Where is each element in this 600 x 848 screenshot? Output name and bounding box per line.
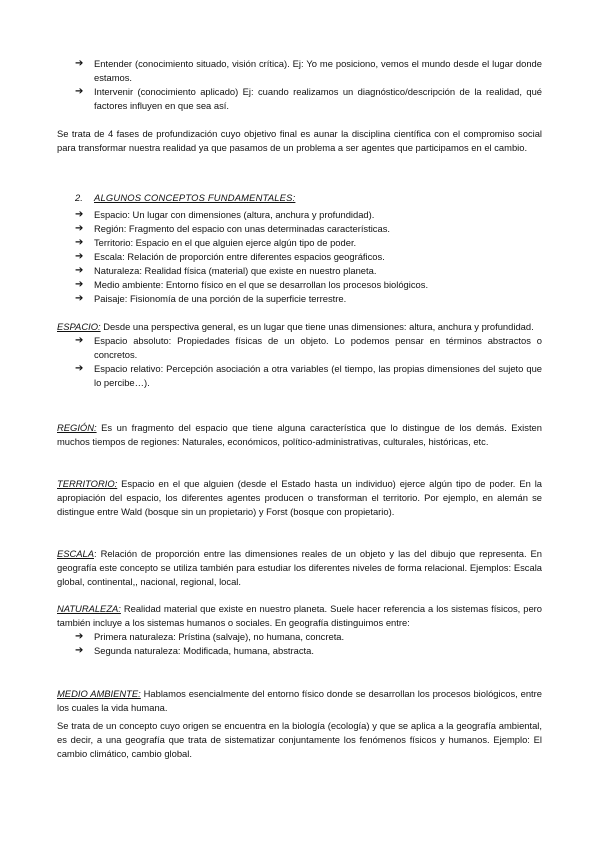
list-item: ➔ Escala: Relación de proporción entre diferentes espacios geográficos. xyxy=(75,251,385,262)
list-item: ➔ Espacio relativo: Percepción asociación a otra variables (el tiempo, las propias dimensiones del sujeto que lo percibe…). xyxy=(75,363,542,388)
espacio-paragraph: ESPACIO: Desde una perspectiva general, es un lugar que tiene unas dimensiones: altura, anchura y profundidad. xyxy=(57,321,534,332)
arrow-icon: ➔ xyxy=(75,223,84,234)
intro-paragraph-block xyxy=(57,127,542,155)
arrow-icon: ➔ xyxy=(75,279,84,290)
medio-ambiente-paragraph-2: Se trata de un concepto cuyo origen se encuentra en la biología (ecología) y que se aplica a la geografía ambiental, es decir, a una geografía que trata de sistematizar conjuntamente los fenómenos físicos y humanos. Ejemplo: El cambio climático, cambio global. xyxy=(57,720,542,759)
region-section xyxy=(57,421,542,449)
espacio-list xyxy=(57,334,542,390)
region-term: REGIÓN: xyxy=(57,422,97,433)
region-paragraph: REGIÓN: Es un fragmento del espacio que tiene alguna característica que lo distingue de los demás. Existen muchos tiempos de regiones: Naturales, económicos, político-administrativas, culturales, históricas, etc. xyxy=(57,422,542,447)
list-item: ➔ Territorio: Espacio en el que alguien ejerce algún tipo de poder. xyxy=(75,237,357,248)
list-item: ➔ Entender (conocimiento situado, visión crítica). Ej: Yo me posiciono, vemos el mundo desde el lugar donde estamos. xyxy=(75,58,542,83)
medio-ambiente-section xyxy=(57,687,542,761)
naturaleza-paragraph: NATURALEZA: Realidad material que existe en nuestro planeta. Suele hacer referencia a los sistemas físicos, pero también incluye a los sistemas humanos o sociales. En geografía distinguimos entre: xyxy=(57,603,542,628)
escala-paragraph: ESCALA: Relación de proporción entre las dimensiones reales de un objeto y las del dibujo que representa. En geografía este concepto se utiliza también para estudiar los diferentes niveles de forma relacional. Ejemplos: Escala global, continental,, nacional, regional, local. xyxy=(57,548,542,587)
espacio-term: ESPACIO: xyxy=(57,321,101,332)
arrow-icon: ➔ xyxy=(75,631,84,642)
arrow-icon: ➔ xyxy=(75,58,84,69)
arrow-icon: ➔ xyxy=(75,209,84,220)
arrow-icon: ➔ xyxy=(75,86,84,97)
espacio-section xyxy=(57,320,542,390)
arrow-icon: ➔ xyxy=(75,251,84,262)
concepts-list xyxy=(57,208,542,306)
naturaleza-term: NATURALEZA: xyxy=(57,603,121,614)
intro-list-block xyxy=(57,57,542,113)
naturaleza-section xyxy=(57,602,542,658)
escala-term: ESCALA xyxy=(57,548,94,559)
list-item: ➔ Segunda naturaleza: Modificada, humana, abstracta. xyxy=(75,645,314,656)
section-number: 2. xyxy=(75,192,83,203)
concepts-list-block xyxy=(57,208,542,306)
escala-section xyxy=(57,547,542,589)
arrow-icon: ➔ xyxy=(75,363,84,374)
territorio-paragraph: TERRITORIO: Espacio en el que alguien (desde el Estado hasta un individuo) ejerce algún tipo de poder. En la apropiación del espacio, los diferentes agentes producen o transforman el territorio. Por ejemplo, en alemán se distingue entre Wald (bosque sin un propietario) y Forst (bosque con propietario). xyxy=(57,478,542,517)
section-heading xyxy=(57,191,542,205)
intro-list xyxy=(57,57,542,113)
list-item: ➔ Espacio absoluto: Propiedades físicas de un objeto. Lo podemos pensar en términos abstractos o concretos. xyxy=(75,335,542,360)
list-item: ➔ Primera naturaleza: Prístina (salvaje), no humana, concreta. xyxy=(75,631,345,642)
territorio-term: TERRITORIO: xyxy=(57,478,118,489)
medio-ambiente-term: MEDIO AMBIENTE: xyxy=(57,688,141,699)
medio-ambiente-paragraph: MEDIO AMBIENTE: Hablamos esencialmente del entorno físico donde se desarrollan los procesos biológicos, entre los cuales la vida humana. xyxy=(57,688,542,713)
list-item: ➔ Región: Fragmento del espacio con unas determinadas características. xyxy=(75,223,390,234)
list-item: ➔ Intervenir (conocimiento aplicado) Ej: cuando realizamos un diagnóstico/descripción de la realidad, qué factores influyen en que sea así. xyxy=(75,86,542,111)
arrow-icon: ➔ xyxy=(75,335,84,346)
arrow-icon: ➔ xyxy=(75,265,84,276)
intro-paragraph: Se trata de 4 fases de profundización cuyo objetivo final es aunar la disciplina científica con el compromiso social para transformar nuestra realidad ya que pasamos de un problema a ser agentes que participamos en el cambio. xyxy=(57,128,542,153)
naturaleza-list xyxy=(57,630,542,658)
section-title: ALGUNOS CONCEPTOS FUNDAMENTALES: xyxy=(94,192,296,203)
territorio-section xyxy=(57,477,542,519)
list-item: ➔ Paisaje: Fisionomía de una porción de la superficie terrestre. xyxy=(75,293,347,304)
list-item: ➔ Espacio: Un lugar con dimensiones (altura, anchura y profundidad). xyxy=(75,209,375,220)
arrow-icon: ➔ xyxy=(75,645,84,656)
list-item: ➔ Naturaleza: Realidad física (material) que existe en nuestro planeta. xyxy=(75,265,377,276)
list-item: ➔ Medio ambiente: Entorno físico en el que se desarrollan los procesos biológicos. xyxy=(75,279,429,290)
arrow-icon: ➔ xyxy=(75,293,84,304)
arrow-icon: ➔ xyxy=(75,237,84,248)
